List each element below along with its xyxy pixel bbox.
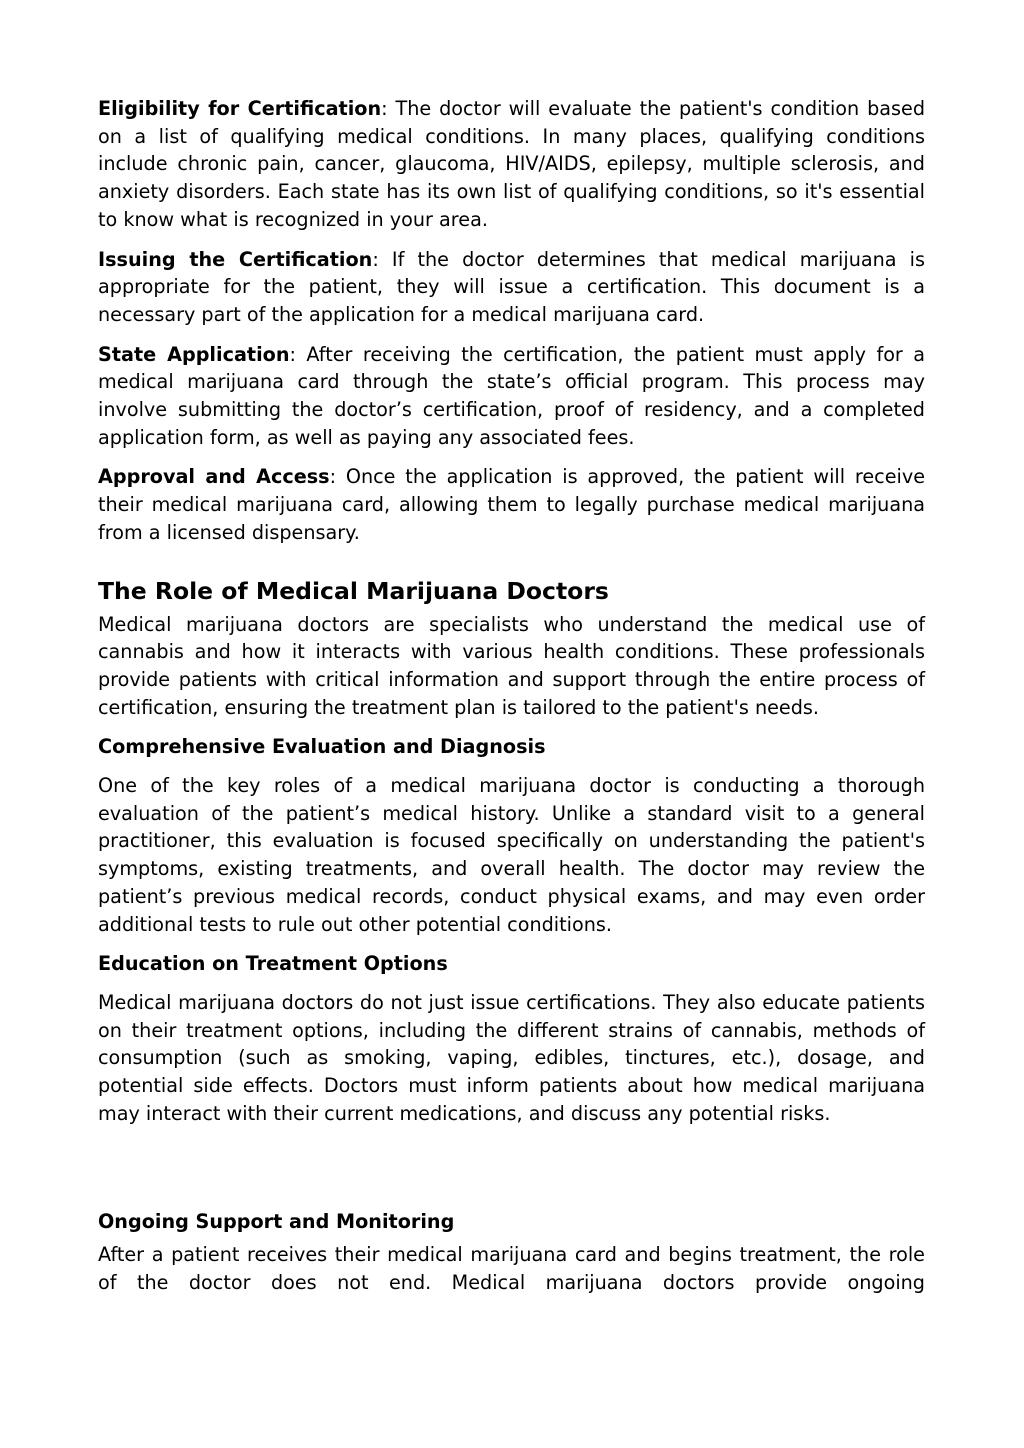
step-issuing xyxy=(98,246,925,329)
section-intro: Medical marijuana doctors are specialists who understand the medical use of cannabis and how it interacts with various health conditions. These professionals provide patients with critical information and support through the entire process of certification, ensuring the treatment plan is tailored to the patient's needs. xyxy=(98,612,925,719)
subsection-heading-support: Ongoing Support and Monitoring xyxy=(98,1209,455,1233)
blank-spacer xyxy=(98,1140,925,1208)
subsection-heading-evaluation: Comprehensive Evaluation and Diagnosis xyxy=(98,735,546,759)
section-heading: The Role of Medical Marijuana Doctors xyxy=(98,576,609,605)
step-term: State Application xyxy=(98,342,290,366)
step-text: : After receiving the certification, the patient must apply for a medical marijuana card through the state’s official program. This process may involve submitting the doctor’s certification, proof of residency, and a completed application form, as well as paying any associated fees. xyxy=(98,342,925,449)
step-term: Eligibility for Certification xyxy=(98,97,382,120)
step-text: : Once the application is approved, the patient will receive their medical marijuana card, allowing them to legally purchase medical marijuana from a licensed dispensary. xyxy=(98,465,926,544)
step-state-application xyxy=(98,341,925,452)
step-text: : If the doctor determines that medical marijuana is appropriate for the patient, they will issue a certification. This document is a necessary part of the application for a medical marijuana card. xyxy=(98,247,925,326)
subsection-body-evaluation: One of the key roles of a medical marijuana doctor is conducting a thorough evaluation of the patient’s medical history. Unlike a standard visit to a general practitioner, this evaluation is focused specifically on understanding the patient's symptoms, existing treatments, and overall health. The doctor may review the patient’s previous medical records, conduct physical exams, and may even order additional tests to rule out other potential conditions. xyxy=(98,774,925,936)
subsection-body-education: Medical marijuana doctors do not just issue certifications. They also educate patients on their treatment options, including the different strains of cannabis, methods of consumption (such as smoking, vaping, edibles, tinctures, etc.), dosage, and potential side effects. Doctors must inform patients about how medical marijuana may interact with their current medications, and discuss any potential risks. xyxy=(98,990,925,1125)
step-term: Issuing the Certification xyxy=(98,247,373,271)
subsection-body-support: After a patient receives their medical marijuana card and begins treatment, the role of the doctor does not end. Medical marijuana doctors provide ongoing xyxy=(98,1243,925,1294)
subsection-heading-education: Education on Treatment Options xyxy=(98,952,448,976)
document-page xyxy=(98,95,925,1297)
step-eligibility xyxy=(98,95,925,234)
step-term: Approval and Access xyxy=(98,465,330,489)
step-approval xyxy=(98,463,925,546)
step-text: : The doctor will evaluate the patient's condition based on a list of qualifying medical conditions. In many places, qualifying conditions include chronic pain, cancer, glaucoma, HIV/AIDS, epilepsy, multiple sclerosis, and anxiety disorders. Each state has its own list of qualifying conditions, so it's essential to know what is recognized in your area. xyxy=(98,97,925,231)
